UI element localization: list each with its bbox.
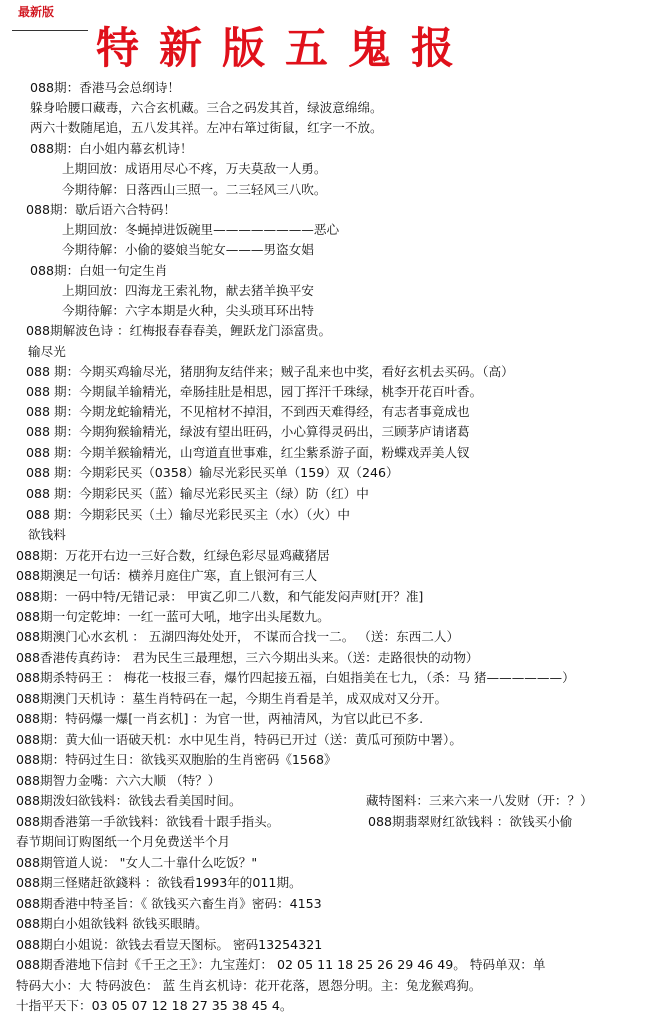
text-line: 088期香港中特圣旨：《 欲钱买六畜生肖》密码：4153 (16, 896, 322, 911)
text-line: 088期澳门心水玄机 ： 五湖四海处处开， 不谋而合找一二。 （送：东西二人） (16, 629, 460, 644)
text-line: 088期三怪赌赶欲錢料 ：欲钱看1993年的011期。 (16, 875, 302, 890)
text-line: 今期待解：日落西山三照一。二三轻风三八吹。 (62, 182, 327, 197)
header-divider (12, 30, 88, 31)
text-line: 088期：万花开右边一三好合数，红绿色彩尽显鸡藏猪居 (16, 548, 330, 563)
text-line: 今期待解：小偷的婆娘当鸵女———男盗女娼 (62, 242, 314, 257)
text-line: 088期白小姐欲钱料 欲钱买眼睛。 (16, 916, 208, 931)
section-heading: 输尽光 (28, 344, 66, 359)
text-line: 088期：特码爆一爆[一肖玄机] ：为官一世，两袖清风，为官以此已不多. (16, 711, 424, 726)
text-line: 088期香港地下信封《千王之王》：九宝莲灯： 02 05 11 18 25 26 29 46 49。 特码单双：单 (16, 957, 546, 972)
text-line: 088期：黄大仙一语破天机：水中见生肖，特码已开过（送：黄瓜可预防中署）。 (16, 732, 462, 747)
text-line: 088 期：今期狗猴输精光，绿波有望出旺码，小心算得灵码出，三顾茅庐请诸葛 (26, 424, 470, 439)
latest-version-badge: 最新版 (18, 5, 55, 19)
text-line: 春节期间订购图纸一个月免费送半个月 (16, 834, 231, 849)
text-line: 藏特图料：三来六来一八发财（开：？） (366, 793, 593, 808)
section-heading: 欲钱料 (28, 527, 66, 542)
text-line: 088期泼妇欲钱料：欲钱去看美国时间。 (16, 793, 242, 808)
text-line: 088期一句定乾坤：一红一蓝可大吼，地字出头尾数九。 (16, 609, 330, 624)
text-line: 088 期：今期龙蛇输精光，不见棺材不掉泪，不到西天难得经，有志者事竟成也 (26, 404, 470, 419)
text-line: 088 期：今期鼠羊输精光，牵肠挂肚是相思，园丁挥汗千珠绿，桃李开花百叶香。 (26, 384, 483, 399)
text-line: 088 期：今期彩民买（0358）输尽光彩民买单（159）双（246） (26, 465, 399, 480)
text-line: 上期回放：四海龙王索礼物，献去猪羊换平安 (62, 283, 314, 298)
text-line: 088期智力金嘴：六六大顺 （特？） (16, 773, 221, 788)
text-line: 088期：一码中特/无错记录： 甲寅乙卯二八数，和气能发闷声财[开？准] (16, 589, 424, 604)
text-line: 躲身哈腰口藏毒，六合玄机藏。三合之码发其首，绿波意绵绵。 (30, 100, 383, 115)
text-line: 两六十数随尾追，五八发其祥。左冲右箪过街鼠，红字一不放。 (30, 120, 383, 135)
text-line: 088期：白姐一句定生肖 (30, 263, 168, 278)
text-line: 088期澳门天机诗 ：墓生肖特码在一起，今期生肖看是羊，成双成对又分开。 (16, 691, 448, 706)
text-line: 088 期：今期买鸡输尽光，猪朋狗友结伴来；贼子乱来也中奖，看好玄机去买码。（高） (26, 364, 514, 379)
text-line: 上期回放：冬蝇掉进饭碗里————————恶心 (62, 222, 340, 237)
text-line: 088期翡翠财红欲钱料 ：欲钱买小偷 (368, 814, 573, 829)
text-line: 088香港传真药诗： 君为民生三最理想，三六今期出头来。（送：走路很快的动物） (16, 650, 479, 665)
text-line: 088 期：今期彩民买（蓝）输尽光彩民买主（绿）防（红）中 (26, 486, 369, 501)
text-line: 088期管道人说： "女人二十靠什么吃饭？" (16, 855, 258, 870)
text-line: 上期回放：成语用尽心不疼，万夫莫敌一人勇。 (62, 161, 327, 176)
text-line: 088期：特码过生日：欲钱买双胞胎的生肖密码《1568》 (16, 752, 337, 767)
text-line: 088 期：今期彩民买（土）输尽光彩民买主（水）（火）中 (26, 507, 350, 522)
text-line: 088期白小姐说：欲钱去看豈天图标。 密码13254321 (16, 937, 323, 952)
text-line: 088期：香港马会总纲诗！ (30, 80, 180, 95)
text-line: 088期香港第一手欲钱料：欲钱看十跟手指头。 (16, 814, 280, 829)
text-line: 088期：歇后语六合特码！ (26, 202, 176, 217)
text-line: 特码大小：大 特码波色： 蓝 生肖玄机诗：花开花落，恩怨分明。主：兔龙猴鸡狗。 (16, 978, 482, 993)
text-line: 088期解波色诗 ：红梅报春春春美，鲤跃龙门添富贵。 (26, 323, 332, 338)
text-line: 今期待解：六字本期是火种，尖头琐耳环出特 (62, 303, 314, 318)
text-line: 十指平天下：03 05 07 12 18 27 35 38 45 4。 (16, 998, 293, 1013)
text-line: 088期：白小姐内幕玄机诗！ (30, 141, 193, 156)
text-line: 088期澳足一句话：横养月庭住广寒，直上银河有三人 (16, 568, 318, 583)
page-title: 特新版五鬼报 (96, 24, 474, 74)
text-line: 088期杀特码王 ： 梅花一枝报三春，爆竹四起接五福，白姐指美在七九，（杀：马 猪——————） (16, 670, 575, 685)
text-line: 088 期：今期羊猴输精光，山弯道直世事难，红尘紫系游子面，粉蝶戏弄美人钗 (26, 445, 470, 460)
